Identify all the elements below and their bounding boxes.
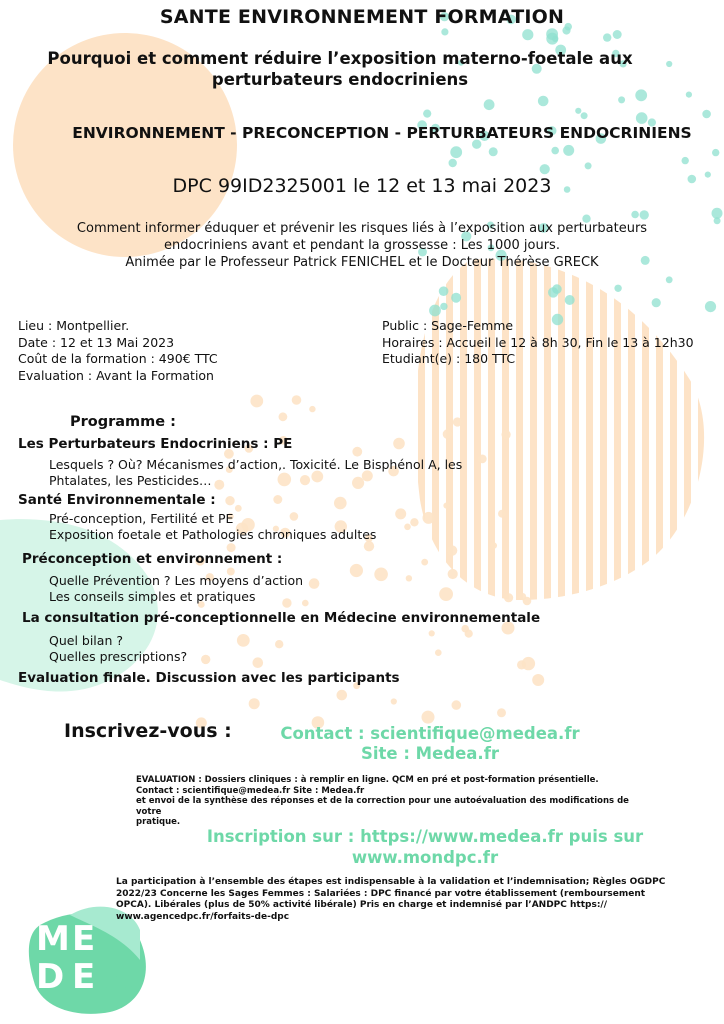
programme-section-items bbox=[49, 633, 187, 665]
contact-block bbox=[240, 724, 620, 764]
subtitle-line: perturbateurs endocriniens bbox=[211, 70, 469, 89]
info-item: Public : Sage-Femme bbox=[382, 318, 514, 333]
evaluation-line: EVALUATION : Dossiers cliniques : à remplir en ligne. QCM en pré et post-formation présentielle. bbox=[136, 775, 599, 785]
info-item: Etudiant(e) : 180 TTC bbox=[382, 351, 516, 366]
subtitle bbox=[30, 48, 650, 90]
info-left-column bbox=[18, 318, 338, 384]
logo-letter: D bbox=[36, 957, 65, 997]
legal-line: www.agencedpc.fr/forfaits-de-dpc bbox=[116, 911, 290, 922]
programme-section-items bbox=[49, 457, 462, 489]
legal-line: OPCA). Libérales (plus de 50% activité libérale) Pris en charge et indemnisé par l’ANDPC https:// bbox=[116, 900, 607, 910]
info-item: Lieu : Montpellier. bbox=[18, 318, 130, 333]
evaluation-line: Contact : scientifique@medea.fr Site : Medea.fr bbox=[136, 785, 365, 796]
programme-section-title: Evaluation finale. Discussion avec les participants bbox=[18, 670, 400, 686]
logo-letter: A bbox=[106, 957, 133, 997]
evaluation-line: et envoi de la synthèse des réponses et de la correction pour une autoévaluation des modifications de votre bbox=[136, 796, 629, 817]
info-item: Date : 12 et 13 Mai 2023 bbox=[18, 334, 175, 350]
info-item: Horaires : Accueil le 12 à 8h 30, Fin le 13 à 12h30 bbox=[382, 334, 694, 350]
description-line: Animée par le Professeur Patrick FENICHEL et le Docteur Thérèse GRECK bbox=[125, 255, 599, 270]
programme-item: Les conseils simples et pratiques bbox=[49, 589, 256, 604]
info-item: Evaluation : Avant la Formation bbox=[18, 367, 214, 383]
inscription-web bbox=[200, 826, 650, 868]
programme-item: Quel bilan ? bbox=[49, 633, 123, 648]
subtitle-line: Pourquoi et comment réduire l’exposition materno-foetale aux bbox=[47, 49, 633, 68]
logo-letter: M bbox=[36, 919, 70, 959]
logo-letter: E bbox=[72, 957, 96, 997]
programme-item: Quelles prescriptions? bbox=[49, 649, 188, 664]
page-title: SANTE ENVIRONNEMENT FORMATION bbox=[159, 6, 565, 28]
programme-item: Lesquels ? Où? Mécanismes d’action,. Toxicité. Le Bisphénol A, les bbox=[49, 457, 463, 472]
legal-line: La participation à l’ensemble des étapes est indispensable à la validation et l’indemnisation; Règles OGDPC bbox=[116, 877, 666, 887]
programme-heading: Programme : bbox=[70, 414, 176, 430]
site-link[interactable]: Site : Medea.fr bbox=[360, 744, 500, 763]
contact-email-link[interactable]: Contact : scientifique@medea.fr bbox=[280, 724, 580, 743]
description-line: endocriniens avant et pendant la grossesse : Les 1000 jours. bbox=[164, 238, 560, 253]
programme-section-items bbox=[49, 511, 376, 543]
programme-section-title: Santé Environnementale : bbox=[18, 492, 216, 508]
legal-line: 2022/23 Concerne les Sages Femmes : Salariées : DPC financé par votre établissement (remboursement bbox=[116, 888, 646, 899]
green-blob bbox=[0, 519, 158, 691]
evaluation-note bbox=[136, 775, 656, 828]
evaluation-line: pratique. bbox=[136, 817, 181, 827]
programme-section-title: Préconception et environnement : bbox=[22, 551, 283, 567]
logo-letter: E bbox=[72, 919, 96, 959]
register-call-to-action: Inscrivez-vous : bbox=[64, 720, 232, 742]
programme-section-title: La consultation pré-conceptionnelle en Médecine environnementale bbox=[22, 610, 541, 626]
description-line: Comment informer éduquer et prévenir les risques liés à l’exposition aux perturbateurs bbox=[76, 221, 648, 236]
description bbox=[30, 220, 694, 271]
keywords-line: ENVIRONNEMENT - PRECONCEPTION - PERTURBATEURS ENDOCRINIENS bbox=[72, 124, 692, 142]
medea-logo bbox=[28, 912, 138, 1007]
info-right-column bbox=[382, 318, 722, 368]
legal-note bbox=[116, 877, 676, 923]
programme-section-items bbox=[49, 573, 303, 605]
programme-item: Phtalates, les Pesticides… bbox=[49, 473, 212, 488]
inscription-link[interactable]: Inscription sur : https://www.medea.fr puis sur bbox=[206, 827, 644, 846]
programme-item: Quelle Prévention ? Les moyens d’action bbox=[49, 573, 304, 588]
programme-section-title: Les Perturbateurs Endocriniens : PE bbox=[18, 436, 293, 452]
dpc-reference: DPC 99ID2325001 le 12 et 13 mai 2023 bbox=[172, 175, 552, 197]
programme-item: Pré-conception, Fertilité et PE bbox=[49, 511, 234, 526]
info-item: Coût de la formation : 490€ TTC bbox=[18, 351, 218, 366]
mondpc-link[interactable]: www.mondpc.fr bbox=[351, 848, 499, 867]
programme-item: Exposition foetale et Pathologies chroniques adultes bbox=[49, 527, 377, 542]
